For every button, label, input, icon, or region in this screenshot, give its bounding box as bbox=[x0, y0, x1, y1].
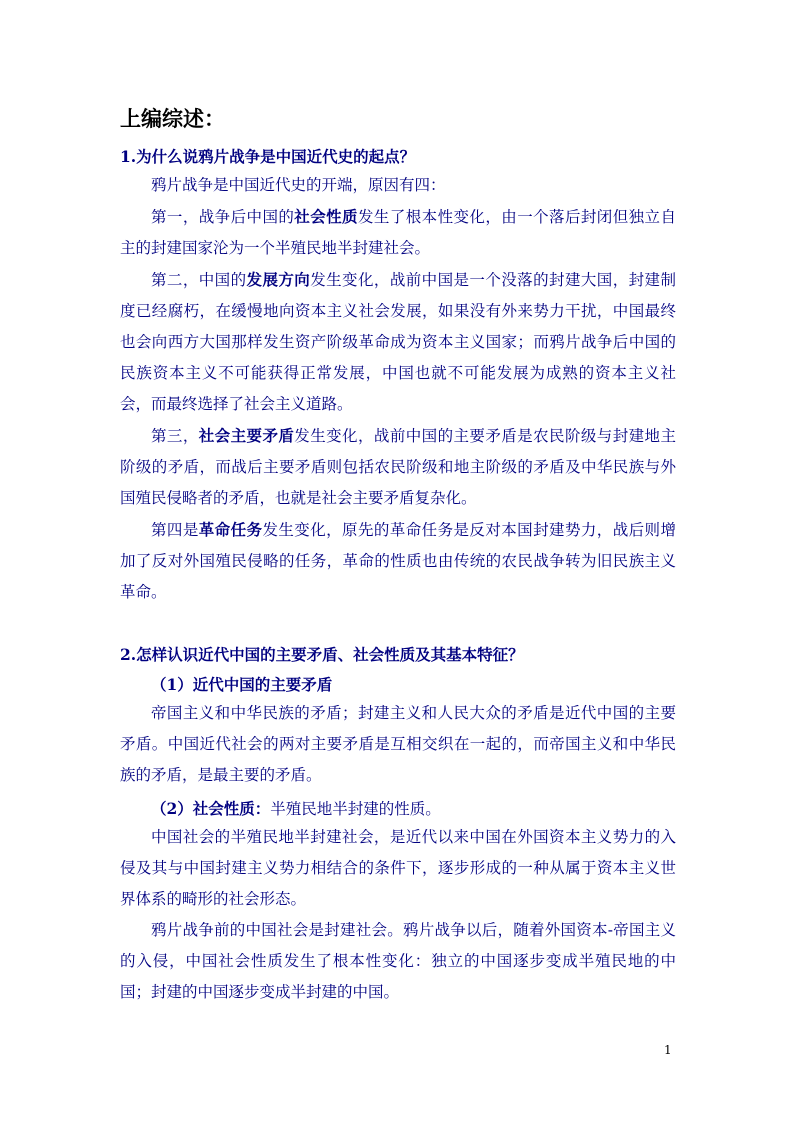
q2-s2-paragraph-1: 中国社会的半殖民地半封建社会，是近代以来中国在外国资本主义势力的入侵及其与中国封建主义势力相结合的条件下，逐步形成的一种从属于资本主义世界体系的畸形的社会形态。 bbox=[120, 828, 676, 908]
question-1-body bbox=[120, 170, 676, 608]
q1-intro: 鸦片战争是中国近代史的开端，原因有四： bbox=[151, 176, 446, 194]
q1-point-3: 第三，社会主要矛盾发生变化，战前中国的主要矛盾是农民阶级与封建地主阶级的矛盾，而战后主要矛盾则包括农民阶级和地主阶级的矛盾及中华民族与外国殖民侵略者的矛盾，也就是社会主要矛盾复杂化。 bbox=[120, 426, 676, 507]
q2-subsection-1-label: （1）近代中国的主要矛盾 bbox=[151, 675, 333, 694]
section-heading: 上编综述： bbox=[120, 106, 225, 131]
q2-subsection-2-body bbox=[120, 822, 676, 1008]
question-2-title: 2.怎样认识近代中国的主要矛盾、社会性质及其基本特征？ bbox=[120, 645, 524, 664]
q1-point-4: 第四是革命任务发生变化，原先的革命任务是反对本国封建势力，战后则增加了反对外国殖民侵略的任务，革命的性质也由传统的农民战争转为旧民族主义革命。 bbox=[120, 520, 676, 601]
q2-s1-text: 帝国主义和中华民族的矛盾；封建主义和人民大众的矛盾是近代中国的主要矛盾。中国近代社会的两对主要矛盾是互相交织在一起的，而帝国主义和中华民族的矛盾，是最主要的矛盾。 bbox=[120, 704, 676, 784]
page-number: 1 bbox=[664, 1043, 672, 1057]
question-1-title: 1.为什么说鸦片战争是中国近代史的起点？ bbox=[120, 147, 416, 166]
q2-s2-paragraph-2: 鸦片战争前的中国社会是封建社会。鸦片战争以后，随着外国资本-帝国主义的入侵，中国社会性质发生了根本性变化：独立的中国逐步变成半殖民地的中国；封建的中国逐步变成半封建的中国。 bbox=[120, 921, 676, 1001]
q1-point-1: 第一，战争后中国的社会性质发生了根本性变化，由一个落后封闭但独立自主的封建国家沦为一个半殖民地半封建社会。 bbox=[120, 207, 676, 257]
q2-subsection-1-body bbox=[120, 698, 676, 791]
q2-subsection-2-label: （2）社会性质：半殖民地半封建的性质。 bbox=[151, 799, 441, 818]
q1-point-2: 第二，中国的发展方向发生变化，战前中国是一个没落的封建大国，封建制度已经腐朽，在缓慢地向资本主义社会发展，如果没有外来势力干扰，中国最终也会向西方大国那样发生资产阶级革命成为资本主义国家；而鸦片战争后中国的民族资本主义不可能获得正常发展，中国也就不可能发展为成熟的资本主义社会，而最终选择了社会主义道路。 bbox=[120, 270, 676, 413]
